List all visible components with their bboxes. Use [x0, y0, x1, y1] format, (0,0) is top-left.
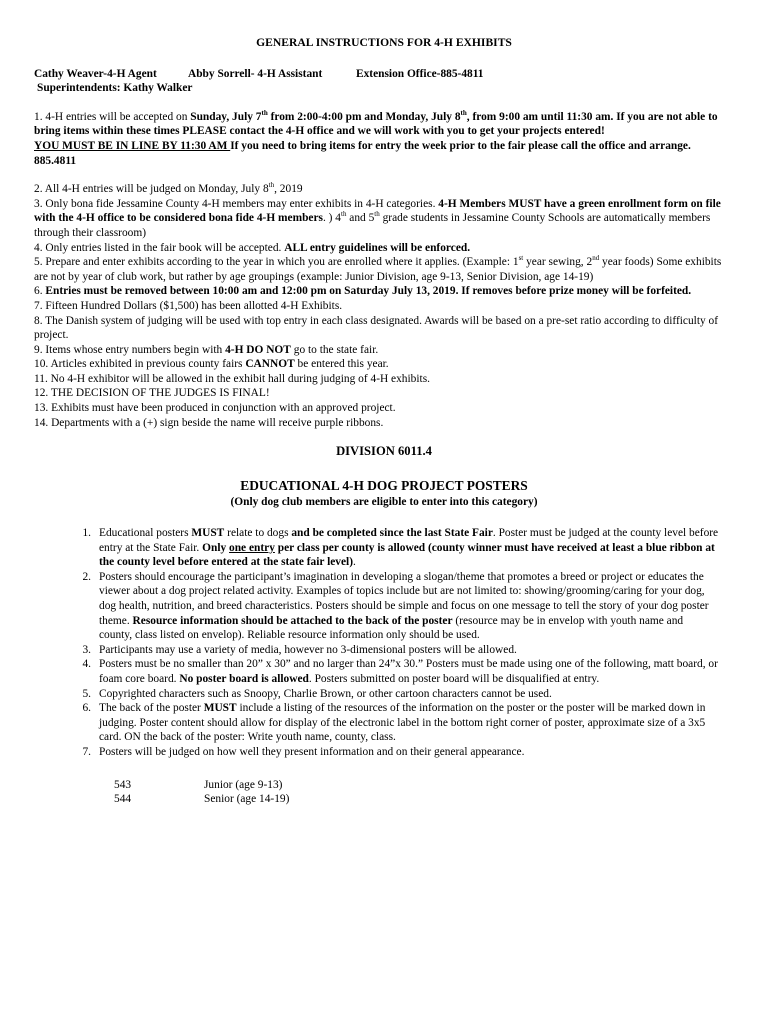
poster-rule-1: 1. Educational posters MUST relate to dogs and be completed since the last State Fair. Poster must be judged at the county level before entry at the State Fair. Only one entry per class per county is allowed (county winner must have received at least a blue ribbon at the county level before entered at the state fair level). — [82, 527, 719, 569]
rule-1-date1: Sunday, July 7th from 2:00-4:00 pm and Monday, July 8th, from 9:00 am until 11:30 am. — [190, 108, 614, 123]
poster-rule-7: 7. Posters will be judged on how well they present information and on their general appearance. — [82, 745, 525, 758]
poster-rule-3: 3. Participants may use a variety of media, however no 3-dimensional posters will be allowed. — [82, 643, 517, 656]
prior-week-note: If you need to bring items for entry the week prior to the fair please call the office and arrange. 885.4811 — [34, 139, 691, 167]
rule-2: 2. All 4-H entries will be judged on Monday, July 8th, 2019 — [34, 181, 303, 196]
class-code: 543 — [114, 778, 132, 791]
rule-4: 4. Only entries listed in the fair book will be accepted. ALL entry guidelines will be enforced. — [34, 241, 471, 254]
rule-14: 14. Departments with a (+) sign beside the name will receive purple ribbons. — [34, 416, 384, 429]
office-phone: Extension Office-885-4811 — [356, 67, 484, 80]
class-code: 544 — [114, 793, 132, 806]
section-subtitle: (Only dog club members are eligible to enter into this category) — [230, 496, 538, 509]
line-warning: YOU MUST BE IN LINE BY 11:30 AM — [34, 139, 231, 152]
class-list — [114, 778, 734, 807]
rule-1-text: 1. 4-H entries will be accepted on — [34, 110, 191, 123]
class-name: Junior (age 9-13) — [204, 778, 283, 791]
class-row — [114, 792, 734, 807]
poster-rules-list — [34, 526, 734, 760]
rule-11: 11. No 4-H exhibitor will be allowed in the exhibit hall during judging of 4-H exhibits. — [34, 372, 430, 385]
rule-12: 12. THE DECISION OF THE JUDGES IS FINAL! — [34, 387, 270, 400]
agent-name: Cathy Weaver-4-H Agent — [34, 67, 157, 80]
rule-7: 7. Fifteen Hundred Dollars ($1,500) has been allotted 4-H Exhibits. — [34, 299, 343, 312]
staff-block — [34, 67, 734, 96]
superintendents: Superintendents: Kathy Walker — [37, 82, 193, 95]
poster-rule-5: 5. Copyrighted characters such as Snoopy, Charlie Brown, or other cartoon characters cannot be used. — [82, 687, 552, 700]
rule-9: 9. Items whose entry numbers begin with 4-H DO NOT go to the state fair. — [34, 343, 379, 356]
rule-3: 3. Only bona fide Jessamine County 4-H members may enter exhibits in 4-H categories. 4-H Members MUST have a green enrollment form on file with the 4-H office to be considered bona fide 4-H members. ) 4th and 5th grade students in Jessamine County Schools are automatically members through their classroom) — [34, 197, 721, 239]
document-page — [34, 36, 734, 807]
rule-13: 13. Exhibits must have been produced in conjunction with an approved project. — [34, 402, 396, 415]
section-title: EDUCATIONAL 4-H DOG PROJECT POSTERS — [240, 477, 528, 493]
class-name: Senior (age 14-19) — [204, 793, 290, 806]
poster-rule-4: 4. Posters must be no smaller than 20” x 30” and no larger than 24”x 30.” Posters must be made using one of the following, matt board, or foam core board. No poster board is allowed. Posters submitted on poster board will be disqualified at entry. — [82, 658, 718, 685]
poster-rule-6: 6. The back of the poster MUST include a listing of the resources of the information on the poster or the poster will be marked down in judging. Poster content should allow for display of the electronic label in the bottom right corner of poster, approximate size of a 3x5 card. ON the back of the poster: Write youth name, county, class. — [82, 702, 706, 744]
assistant-name: Abby Sorrell- 4-H Assistant — [188, 67, 323, 80]
rule-1 — [34, 110, 734, 168]
poster-rule-2: 2. Posters should encourage the participant’s imagination in developing a slogan/theme that promotes a breed or project or educates the viewer about a dog project related activity. Examples of topics include but are not limited to: showing/grooming/caring for your dog, dog health, nutrition, and breed characteristics. Posters should be simple and focus on one message to tell the story of your dog poster theme. Resource information should be attached to the back of the poster (resource may be in envelop with youth name and county, class listed on envelop). Reliable resource information only should be used. — [82, 570, 709, 642]
rule-5: 5. Prepare and enter exhibits according to the year in which you are enrolled where it applies. (Example: 1st year sewing, 2nd year foods) Some exhibits are not by year of club work, but rather by age groupings (example: Junior Division, age 9-13, Senior Division, age 14-19) — [34, 254, 722, 283]
rule-10: 10. Articles exhibited in previous county fairs CANNOT be entered this year. — [34, 358, 389, 371]
rule-6: 6. Entries must be removed between 10:00 am and 12:00 pm on Saturday July 13, 2019. If removes before prize money will be forfeited. — [34, 285, 692, 298]
rule-1-contact: If you are not able to bring items within these times PLEASE contact the 4-H office and we will work with you to get your projects entered! — [34, 110, 718, 138]
page-title: GENERAL INSTRUCTIONS FOR 4-H EXHIBITS — [256, 36, 512, 49]
rules-list — [34, 182, 734, 430]
rule-8: 8. The Danish system of judging will be used with top entry in each class designated. Awards will be based on a pre-set ratio according to difficulty of project. — [34, 314, 719, 342]
division-heading: DIVISION 6011.4 — [336, 444, 432, 459]
class-row — [114, 778, 734, 793]
